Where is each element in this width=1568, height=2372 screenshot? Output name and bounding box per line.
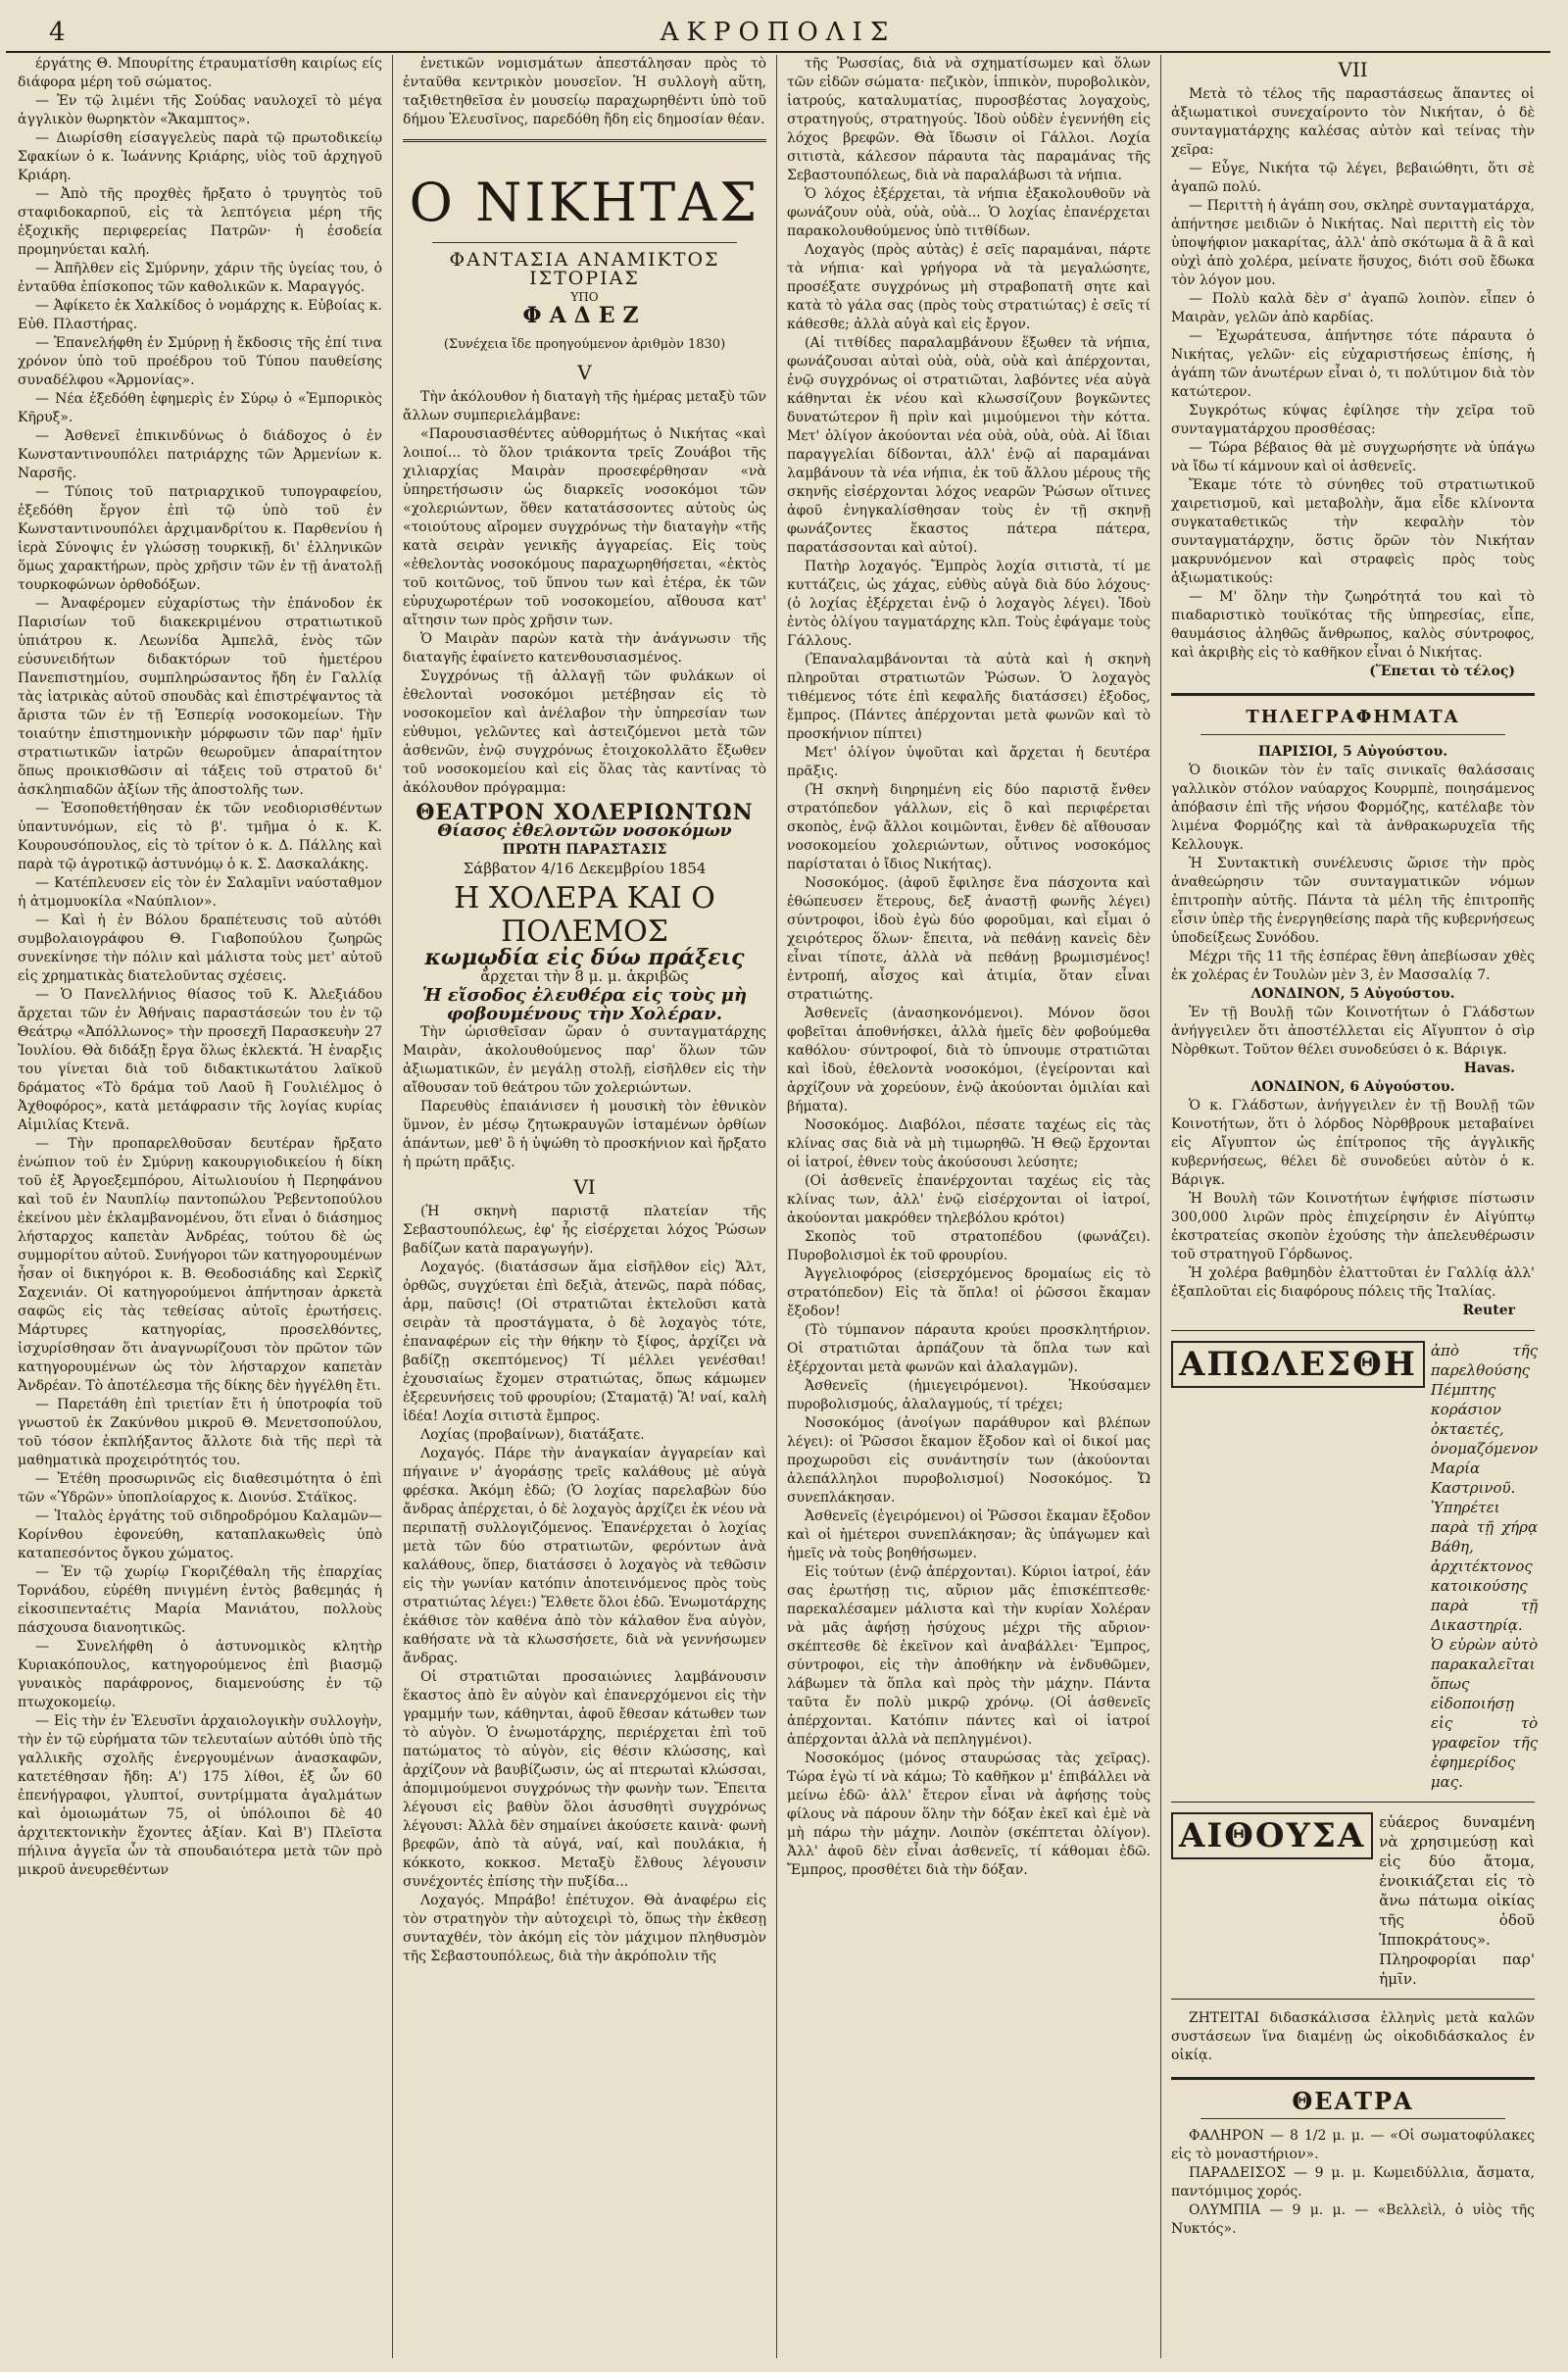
divider xyxy=(1171,1330,1535,1331)
page-number: 4 xyxy=(49,18,66,47)
telegram: Ὁ διοικῶν τὸν ἐν ταῖς σινικαῖς θαλάσσαις γαλλικὸν στόλον ναύαρχος Κουρμπὲ, ποιησάμενος ἀπόβασιν ἐπὶ τῆς νήσου Φορμόζης, κατέλαβε τὸν λιμένα Φορμόζης καὶ τὰ ἀνθρακωρυχεῖα τῆς Κελλουγκ. xyxy=(1171,763,1535,853)
to-be-continued: (Ἕπεται τὸ τέλος) xyxy=(1369,664,1515,679)
news-item: — Ἐτέθη προσωρινῶς εἰς διαθεσιμότητα ὁ ἐπὶ τῶν «Ὑδρῶν» ὑποπλοίαρχος κ. Διονύσ. Στάϊκος. xyxy=(18,1471,382,1506)
paragraph: Ἀσθενεῖς (ἀνασηκονόμενοι). Μόνον ὅσοι φοβεῖται ἀποθνήσκει, ἀλλὰ ἡμεῖς δὲν φοβούμεθα καθόλου· σύντροφοί, διὰ τὸ ὑπνουμε στρατιῶται καὶ ἰδοὺ, ἐθελοντὰ νοσοκόμοι, (ἐγείρονται καὶ ἀρχίζουν νὰ χορεύουν, ἐνῷ ἀκούονται ὁμιλίαι καὶ βήματα). xyxy=(787,1006,1151,1114)
paragraph: τῆς Ῥωσσίας, διὰ νὰ σχηματίσωμεν καὶ ὅλων τῶν εἰδῶν σώματα· πεζικὸν, ἱππικὸν, πυροβολικὸν, ἰατρούς, καταλυματίας, πυροσβέστας λογαχοὺς, στρατηγούς, στρατηγούς. Ἰδοὺ οὐδὲν ἐγεννήθη εἰς λόχος βρεφῶν. Θὰ ἴδωσιν οἱ Γάλλοι. Λοχία σιτιστὰ, κάλεσον πάραυτα τὰς παραμάνας τῆς Σεβαστουπόλεως, διὰ νὰ παραλάβωσι τὰ νήπια. xyxy=(787,56,1151,183)
news-item: — Καὶ ἡ ἐν Βόλου δραπέτευσις τοῦ αὐτόθι συμβολαιογράφου Θ. Γιαβοπούλου ζωηρῶς συνεκίνησε τὴν πόλιν καὶ μάλιστα τοὺς μετ' αὐτοῦ εἰς χρηματικὰς διατελοῦντας σχέσεις. xyxy=(18,913,382,984)
performance-date: Σάββατον 4/16 Δεκεμβρίου 1854 xyxy=(463,860,707,877)
news-item: — Ἀναφέρομεν εὐχαρίστως τὴν ἐπάνοδον ἐκ Παρισίων τοῦ διακεκριμένου στρατιωτικοῦ ὑπιάτρου κ. Λεωνίδα Ἀμπελᾶ, ἑνὸς τῶν εὐσυνειδήτων διδακτόρων τοῦ ἡμετέρου Πανεπιστημίου, συμπληρώσαντος ἤδη ἐν Γαλλίᾳ τὰς ἰατρικὰς αὐτοῦ σπουδὰς καὶ ἐπιστρέψαντος τὰ ἄριστα τῶν ἐν τῇ Ἑσπερίᾳ νοσοκομείων. Τὴν τοιαύτην ἐπιστημονικὴν μόρφωσιν τῶν παρ' ἡμῖν στρατιωτικῶν ἰατρῶν θεωροῦμεν ἀπαραίτητον ὅπως προικισθῶσιν αἱ τάξεις τοῦ στρατοῦ δι' ἀσκληπιαδῶν ἀξίων τῆς ἀποστολῆς των. xyxy=(18,596,382,798)
paragraph: Ἔκαμε τότε τὸ σύνηθες τοῦ στρατιωτικοῦ χαιρετισμοῦ, καὶ μεταβολὴν, ἅμα εἶδε κλίνοντα συγκαταθετικῶς τὴν κεφαλὴν τὸν συνταγματάρχην, ὅστις ὅρῶν τὸν Νικήταν μακρυνόμενον καὶ στραφεὶς πρὸς τοὺς ἀξιωματικούς: xyxy=(1171,477,1535,586)
paragraph: Ὁ λόχος ἐξέρχεται, τὰ νήπια ἐξακολουθοῦν νὰ φωνάζουν οὐὰ, οὐὰ, οὐὰ... Ὁ λοχίας ἐπανέρχεται παρακολουθούμενος ὑπὸ τιτθίδων. xyxy=(787,186,1151,239)
paragraph: Μετὰ τὸ τέλος τῆς παραστάσεως ἅπαντες οἱ ἀξιωματικοὶ συνεχαίροντο τὸν Νικήταν, ὁ δὲ συνταγματάρχης καλέσας αὐτὸν καὶ τείνας τὴν χεῖρα: xyxy=(1171,86,1535,158)
news-item: — Ἀπὸ τῆς προχθὲς ἤρξατο ὁ τρυγητὸς τοῦ σταφιδοκαρποῦ, εἰς τὰ λεπτόγεια μέρη τῆς ἐξοχικῆς περιφερείας Πατρῶν· ἡ ἐσοδεία προμηνύεται καλή. xyxy=(18,186,382,258)
paragraph: Νοσοκόμος. (ἀφοῦ ἔφιλησε ἕνα πάσχοντα καὶ ἐθώπευσεν ἕτερους, δεξ ἀναστῇ φωνῆς λέγει) σύντροφοι, ἰδοὺ ἐγὼ δύο φοροῦμαι, καὶ εἶμαι ὁ χειρότερος ὅλων· ἔπειτα, νὰ πεθάνῃ κανεὶς δὲν εἶναι τίποτε, ἀλλὰ νὰ πεθάνῃ βρωμισμένος! ἐντροπή, αἶσχος καὶ ἀτιμία, ὅταν εἶναι στρατιώτης. xyxy=(787,875,1151,1003)
ad-lost xyxy=(1171,1341,1539,1792)
news-item: — Εἰς τὴν ἐν Ἐλευσῖνι ἀρχαιολογικὴν συλλογὴν, τὴν ἐν τῷ εὑρήματα τῶν τελευταίων αὐτόθι ὑπὸ τῆς γαλλικῆς σχολῆς ἐνεργουμένων ἀνασκαφῶν, κατετέθησαν ἤδη: Α') 175 λίθοι, ἐξ ὧν 60 ἐπενήγραφοι, γλυπτοί, συντρίμματα ἀγαλμάτων καὶ ὁμοιωμάτων 75, οἱ ὑπόλοιποι δὲ 40 ἀρχιτεκτονικὴν ἔχοντες ἀξίαν. Καὶ Β') Πλεῖστα πήλινα ἀγγεῖα ὧν τὰ σπουδαιότερα μετὰ τῶν πρὸ μικροῦ ἀνευρεθέντων xyxy=(18,1713,382,1878)
agency-signature: Reuter xyxy=(1462,1303,1515,1318)
feuilleton-subtitle: ΦΑΝΤΑΣΙΑ ΑΝΑΜΙΚΤΟΣ ΙΣΤΟΡΙΑΣ xyxy=(449,249,720,289)
paragraph: ἐνετικῶν νομισμάτων ἀπεστάλησαν πρὸς τὸ ἐνταῦθα κεντρικὸν μουσεῖον. Ἡ συλλογὴ αὕτη, ταξιθετηθεῖσα ἐν μουσείῳ παραχωρηθέντι ὑπὸ τοῦ δήμου Ἐλευσῖνος, παρεδόθη ἤδη εἰς δημοσίαν θέαν. xyxy=(403,56,766,127)
paragraph: Λοχαγός. Μπράβο! ἐπέτυχον. Θὰ ἀναφέρω εἰς τὸν στρατηγὸν τὴν αὐτοχειρὶ τὸ, ὅπως τὴν ἐκθεσῃ συνταχθέν, τὸν ἀκόμη εἰς τὸν μάχιμον πληθυσμὸν τῆς Σεβαστουπόλεως, διὰ τὴν ἀκρόπολιν τῆς xyxy=(403,1893,766,1964)
play-subtitle: κωμῳδία εἰς δύω πράξεις xyxy=(424,945,745,970)
news-item: — Συνελήφθη ὁ ἀστυνομικὸς κλητὴρ Κυριακόπουλος, κατηγορούμενος ἐπὶ βιασμῷ γυναικὸς παράφρονος, διαμενούσης ἐν τῷ πτωχοκομείῳ. xyxy=(18,1639,382,1710)
chapter-heading: V xyxy=(577,361,592,384)
paragraph: Μετ' ὀλίγον ὑψοῦται καὶ ἄρχεται ἡ δευτέρα πρᾶξις. xyxy=(787,745,1151,779)
news-item: — Ἐσοποθετήθησαν ἐκ τῶν νεοδιορισθέντων ὑπαντυνόμων, εἰς τὸ β'. τμῆμα ὁ κ. Κ. Κουρουσόπουλος, εἰς τὸ τρίτον ὁ κ. Δ. Πάλλης καὶ παρὰ τῷ ἀγροτικῷ ἀστυνόμῳ ὁ κ. Σ. Δασκαλάκης. xyxy=(18,801,382,872)
paragraph: Ἀγγελιοφόρος (εἰσερχόμενος δρομαίως εἰς τὸ στρατόπεδον) Εἰς τὰ ὅπλα! οἱ ῥῶσσοι ἔκαμαν ἔξοδον! xyxy=(787,1266,1151,1319)
dateline: ΛΟΝΔΙΝΟΝ, 6 Αὐγούστου. xyxy=(1250,1079,1455,1095)
ad-wanted: ΖΗΤΕΙΤΑΙ διδασκάλισσα ἑλληνὶς μετὰ καλῶν συστάσεων ἵνα διαμένῃ ὡς οἰκοδιδάσκαλος ἐν οἰκίᾳ. xyxy=(1171,2010,1535,2063)
divider xyxy=(1200,2118,1505,2119)
theatre-listing: ΟΛΥΜΠΙΑ — 9 μ. μ. — «Βελλεὶλ, ὁ υἱὸς τῆς Νυκτός». xyxy=(1171,2202,1535,2237)
theatre-listing: ΠΑΡΑΔΕΙΣΟΣ — 9 μ. μ. Κωμειδύλλια, ἄσματα, παντόμιμος χορός. xyxy=(1171,2165,1535,2199)
telegram: Μέχρι τῆς 11 τῆς ἑσπέρας ἔθνη ἀπεβίωσαν χθὲς ἐκ χολέρας ἐν Τουλὼν μὲν 3, ἐν Μασσαλίᾳ 7. xyxy=(1171,949,1535,983)
divider xyxy=(1171,2077,1535,2080)
dateline: ΛΟΝΔΙΝΟΝ, 5 Αὐγούστου. xyxy=(1250,986,1455,1002)
news-item: — Ἐν τῷ χωρίῳ Γκοριζέθαλη τῆς ἐπαρχίας Τορνάδου, εὑρέθη πνιγμένη ἐντὸς βαθεμηάς ἡ εἰκοσιπενταέτις Μαρία Μανιάτου, πολλοὺς πάσχουσα διανοητικῶς. xyxy=(18,1564,382,1636)
divider xyxy=(403,139,766,142)
paragraph: Εἰς τούτων (ἐνῷ ἀπέρχονται). Κύριοι ἰατροί, ἐάν σας ἐρωτήσῃ τις, αὔριον μᾶς ἐπισκέπτεσθε· παρεκαλέσαμεν μάλιστα καὶ τὴν κυρίαν Χολέραν νὰ μᾶς ἀφήσῃ ἡσύχους μέχρι τῆς αὔριον· σκέπτεσθε δὲ ἐκεῖνον καὶ ἀναβάλλει· Ἔμπρος, σύντροφοι, εἰς τὴν ἀποθήκην νὰ ἐνδυθῶμεν, λάβωμεν τὰ ὅπλα καὶ πρὸς τὴν μάχην. Πάντα ταῦτα ἔν πολὺ μικρῷ χρόνῳ. (Οἱ ἀσθενεῖς ἀπέρχονται. Κατόπιν πάντες καὶ οἱ ἰατροί ἀπέρχονται ἀλλὰ νὰ πεπληγμένοι). xyxy=(787,1564,1151,1748)
news-item: έργάτης Θ. Μπουρίτης έτραυματίσθη καιρίως είς διάφορα μέρη τοῦ σώματος. xyxy=(18,56,382,90)
paragraph: (Τὸ τύμπανον πάραυτα κρούει προσκλητήριον. Οἱ στρατιῶται ἁρπάζουν τὰ ὅπλα των καὶ ἐξέρχονται μετὰ φωνῶν καὶ ἀλαλαγμῶν). xyxy=(787,1322,1151,1375)
telegram: Ἐν τῇ Βουλῇ τῶν Κοινοτήτων ὁ Γλάδστων ἀνήγγειλεν ὅτι ἀποστέλλεται εἰς Αἴγυπτον ὁ σὶρ Νὸρθκωτ. Τοῦτον θέλει συνοδεύσει ὁ κ. Βάριγκ. xyxy=(1171,1005,1535,1058)
play-entry: Ἡ εἴσοδος ἐλευθέρα εἰς τοὺς μὴ φοβουμένους τὴν Χολέραν. xyxy=(421,985,748,1024)
ad-room-heading: ΑΙΘΟΥΣΑ xyxy=(1171,1812,1373,1859)
ad-room-text: εὐάερος δυναμένη νὰ χρησιμεύσῃ καὶ εἰς δύο ἄτομα, ἐνοικιάζεται εἰς τὸ ἄνω πάτωμα οἰκίας τῆς ὁδοῦ Ἱπποκράτους». Πληροφορίαι παρ' ἡμῖν. xyxy=(1379,1813,1535,1988)
divider xyxy=(432,242,737,243)
news-item: — Παρετάθη ἐπὶ τριετίαν ἔτι ἡ ὑποτροφία τοῦ γνωστοῦ ἐκ Ζακύνθου μικροῦ Θ. Μενετσοπούλου, τοῦ τόσον ἐκπλήξαντος ἄλλοτε διὰ τῆς περὶ τὰ μαθηματικὰ προχειρότητός του. xyxy=(18,1397,382,1468)
paragraph: — Ἐχωράτευσα, ἀπήντησε τότε πάραυτα ὁ Νικήτας, γελῶν· εἰς εὐχαριστήσεως ἐπίσης, ἡ ἀγάπη τῶν ἀνωτέρων εἶναι ὁ, τι πολύτιμον διὰ τὸν κατώτερον. xyxy=(1171,328,1535,400)
ad-lost-text: ἀπὸ τῆς παρελθούσης Πέμπτης κοράσιον ὀκταετές, ὀνομαζόμενον Μαρία Καστρινοῦ. Ὑπηρέτει παρὰ τῇ χήρᾳ Βάθη, ἀρχιτέκτονος κατοικούσης παρὰ τῇ Δικαστηρίᾳ. Ὁ εὑρὼν αὐτὸ παρακαλεῖται ὅπως εἰδοποιήσῃ εἰς τὸ γραφεῖον τῆς ἐφημερίδος μας. xyxy=(1430,1342,1539,1791)
paragraph: Νοσοκόμος. Διαβόλοι, πέσατε ταχέως εἰς τὰς κλίνας σας διὰ νὰ μὴ τιμωρηθῶ. Ἡ Θεῷ ἔρχονται οἱ ἰατροί, ἐθνεν τοὺς ἀκούσουσι λεύσητε; xyxy=(787,1117,1151,1170)
column-feuilleton xyxy=(392,55,776,2358)
theatre-listing: ΦΑΛΗΡΟΝ — 8 1/2 μ. μ. — «Οἱ σωματοφύλακες εἰς τὸ μοναστήριον». xyxy=(1171,2128,1535,2162)
telegram: Ἡ Συντακτικὴ συνέλευσις ὥρισε τὴν πρὸς ἀναθεώρησιν τῶν συνταγματικῶν νόμων ἐπιτροπὴν αὐτῆς. Πάντα τὰ μέλη τῆς ἐπιτροπῆς εἶσιν ὑπὲρ τῆς ἐνεργηθείσης παρὰ τῆς κυβερνήσεως ὑποδείξεως Συνόδου. xyxy=(1171,856,1535,946)
paragraph: — Εὖγε, Νικήτα τῷ λέγει, βεβαιώθητι, ὅτι σὲ ἀγαπῶ πολύ. xyxy=(1171,161,1535,195)
paragraph: Νοσοκόμος (ἀνοίγων παράθυρον καὶ βλέπων λέγει): οἱ Ῥῶσσοι ἔκαμον ἔξοδον καὶ οἱ δικοί μας προχωροῦσι εἰς συνάντησίν των (ἀκούονται ἀλεπάλληλοι πυροβολισμοί) Νοσοκόμος. Ὤ συνεπλάκησαν. xyxy=(787,1415,1151,1506)
news-item: — Νέα ἐξεδόθη ἐφημερὶς ἐν Σύρῳ ὁ «Ἐμπορικὸς Κῆρυξ». xyxy=(18,391,382,425)
telegram: Ἡ χολέρα βαθμηδὸν ἐλαττοῦται ἐν Γαλλίᾳ ἀλλ' ἐξαπλοῦται εἰς διαφόρους πόλεις τῆς Ἰταλίας. xyxy=(1171,1265,1535,1300)
news-item: — Τύποις τοῦ πατριαρχικοῦ τυπογραφείου, ἐξεδόθη ἔργον ἐπὶ τῷ ὑπὸ τοῦ ἐν Κωνσταντινουπόλει ἀρχιμανδρίτου κ. Παρθενίου ἡ ἱερὰ Σύνοψις ἐν γλώσσῃ τουρκικῇ, δι' ἑλληνικῶν ὅμως χαρακτήρων, πρὸς χρῆσιν τῶν ἐν τῇ ἀνατολῇ τουρκοφώνων ὀρθοδόξων. xyxy=(18,484,382,593)
telegrams-heading: ΤΗΛΕΓΡΑΦΗΜΑΤΑ xyxy=(1246,707,1460,727)
paragraph: Λοχαγός. (διατάσσων ἅμα εἰσῆλθον εἰς) Ἄλτ, ὀρθῶς, συγχύεται ἐπὶ δεξιὰ, ἀτενῶς, παρὰ πόδας, ἀρμ, παῦσις! (Οἱ στρατιῶται ἐκτελοῦσι κατὰ σειρὰν τὰ προστάγματα, ὁ δὲ λοχαγὸς τότε, ἐπαναφέρων εἰς τὴν θήκην τὸ ξίφος, ἀρχίζει νὰ βαδίζῃ σκεπτόμενος) Τί μέλλει γενέσθαι! ἐχουσιαίως ἔχομεν στρατιώτας, ὅπως κάμωμεν ἐξερευνήσεις τοῦ φρουρίου; (Σταματᾷ) Ἂ! ναί, καλὴ ἰδέα! Λοχία σιτιστὰ ἔμπρος. xyxy=(403,1260,766,1424)
paragraph: (Ἡ σκηνὴ διηρημένη εἰς δύο παριστᾷ ἔνθεν στρατόπεδον γάλλων, εἰς ὃ καὶ περιφέρεται σκοπὸς, ἐνῷ ἄλλοι κοιμῶνται, ἔνθεν δὲ αἴθουσαν νοσοκομείου χολεριώντων, οὗτινος νοσοκόμος παρίσταται ὁ ἴδιος Νικήτας). xyxy=(787,782,1151,872)
paragraph: Συγχρόνως τῇ ἀλλαγῇ τῶν φυλάκων οἱ ἐθελονταὶ νοσοκόμοι μετέβησαν εἰς τὸ νοσοκομεῖον καὶ ἀνέλαβον τὴν ὑπηρεσίαν των εὐθυμοι, γελῶντες καὶ ἀστειζόμενοι μετὰ τῶν ἀσθενῶν, ἐνῷ συγχρόνως ἐτοιχοκολλᾶτο ἔξωθεν τοῦ νοσοκομείου καὶ εἰς ὅλας τὰς καντίνας τὸ ἀκόλουθον πρόγραμμα: xyxy=(403,668,766,796)
paragraph: «Παρουσιασθέντες αὐθορμήτως ὁ Νικήτας «καὶ λοιποί... τὸ ὅλον τριάκοντα τρεῖς Ζουάβοι τῆς χιλιαρχίας Μαιρὰν προσεφέρθησαν «νὰ ὑπηρετήσωσιν ὡς διαρκεῖς νοσοκόμοι τῶν «χολεριώντων, ὅθεν κατατάσσοντες αὐτοὺς ὡς «τοιούτους αἴρομεν συγχρόνως τὴν διαταγὴν «τῆς κατὰ σειρὰν γενικῆς ἀγγαρείας. Εἰς τοὺς «ἐθελοντὰς νοσοκόμους παραχωρηθήσεται, «ἐκτὸς τοῦ κοιτῶνος, τοῦ ὕπνου των καὶ ἑτέρα, ἐκ τῶν εὐρυχωροτέρων τοῦ νοσοκομείου, αἴθουσα κατ' αἴτησιν των πρὸς χρῆσιν των. xyxy=(403,426,766,628)
theatre-heading: ΘΕΑΤΡΟΝ ΧΟΛΕΡΙΩΝΤΩΝ xyxy=(416,800,754,825)
paragraph: (Αἱ τιτθίδες παραλαμβάνουν ἕξωθεν τὰ νήπια, φωνάζουσαι αὐταὶ οὐὰ, οὐὰ, οὐὰ καὶ ἀπέρχονται, ἐνῷ συγχρόνως οἱ στρατιῶται, λαβόντες νέα αὐγὰ κάθηνται ἐκ νέου καὶ κλωσσίζουν βογκῶντες δυνατώτερον ἢ πρὶν καὶ μιμούμενοι τὴν κόττα. Μετ' ὀλίγον ἀκούονται νέα οὐὰ, οὐὰ, οὐὰ. Αἱ ἴδιαι παραγγελίαι δίδονται, ἀλλ' ἐνῷ αἱ παραμάναι λαμβάνουν τὰ νέα νήπια, ἐκ τοῦ ἄλλου μέρους τῆς σκηνῆς εἰσέρχονται λόχος νεαρῶν Ῥώσων οἵτινες ἀφοῦ ἐνηγκαλίσθησαν τοὺς ἐν τῇ σκηνῇ φωνάζοντες ἕκαστος πάτερα πάτερα, παρατάσσονται καὶ αὐτοί). xyxy=(787,335,1151,556)
columns xyxy=(8,55,1550,2358)
paragraph: Ἀσθενεῖς (ἐγειρόμενοι) οἱ Ῥῶσσοι ἔκαμαν ἔξοδον καὶ οἱ ἡμέτεροι συνεπλάκησαν; ἂς ὑπάγωμεν καὶ ἡμεῖς νὰ τοὺς βοηθήσωμεν. xyxy=(787,1508,1151,1561)
paragraph: Νοσοκόμος (μόνος σταυρώσας τὰς χεῖρας). Τώρα ἐγὼ τί νὰ κάμω; Τὸ καθῆκον μ' ἐπιβάλλει νὰ μείνω ἐδῶ· ἀλλ' ἔτερον εἶναι νὰ ἀφήσῃς τοὺς φίλους νὰ πάρουν ὅλην τὴν δόξαν ἐκεῖ καὶ ἐμὲ νὰ μὴ πάρω τὴν μάχην. Λοιπὸν (σκέπτεται ὀλίγον). Ἀλλ' ἀφοῦ δὲν εἶναι ἀσθενεῖς, τί κάθομαι ἐδῶ. Ἔμπρος, προσθέτει διὰ τὴν δόξαν. xyxy=(787,1751,1151,1878)
paragraph: Οἱ στρατιῶται προσαιώνιες λαμβάνουσιν ἕκαστος ἀπὸ ἓν αὐγὸν καὶ ἐπανερχόμενοι εἰς τὴν γραμμήν των, κάθηνται, ἀφοῦ ἔθεσαν κάτωθεν των τὸ αὐγὸν. Ὁ ἑνωμοτάρχης, περιέρχεται ἐπὶ τοῦ πατώματος τὸ αὐγὸν, εἰς θέσιν κλώσσης, καὶ ἀρχίζουν νὰ βαυβίζωσιν, ὡς αἱ πτερωταὶ κλώσσαι, ἀπομιμούμενοι συγχρόνως τὴν φωνὴν των. Ἔπειτα λέγουσι εἰς βαθὺν ὅλοι ἀσυσθητὶ συγχρόνως λέγουσι: Ἀλλὰ δὲν σημαίνει ἀκούσετε καινὰ· φωνὴ βρεφῶν, ἀπὸ τὰ αὐγά, ναί, καὶ πουλάκια, ἡ κόκκοτο, κοκκοσ. Μεταξὺ ἔλθους λέγουσιν συνέχοντές ἐπίσης τὴν πυξίδα... xyxy=(403,1669,766,1890)
divider xyxy=(1171,1802,1535,1803)
theatre-subheading: Θίασος ἐθελοντῶν νοσοκόμων xyxy=(437,821,732,841)
dateline: ΠΑΡΙΣΙΟΙ, 5 Αὐγούστου. xyxy=(1257,744,1448,760)
paragraph: Ἀσθενεῖς (ἡμιεγειρόμενοι). Ἠκούσαμεν πυροβολισμούς, ἀλαλαγμούς, τί τρέχει; xyxy=(787,1378,1151,1412)
news-item: — Ὁ Πανελλήνιος θίασος τοῦ Κ. Ἀλεξιάδου ἄρχεται τῶν ἐν Ἀθήναις παραστάσεών του ἐν τῷ Θεάτρῳ «Ἀπόλλωνος» τὴν προσεχῆ Παρασκευὴν 27 Ἰουλίου. Θὰ διδάξῃ ἔργα ὅλως ἐκλεκτά. Ἡ ἐναρξις του γίνεται διὰ τοῦ διδακτικωτάτου λαϊκοῦ δράματος «Τὸ δράμα τοῦ Λαοῦ ἢ Γουλιέλμος ὁ Ἀχθοφόρος», κατὰ μετάφρασιν τῆς λογίας κυρίας Αἰμιλίας Κτενᾶ. xyxy=(18,987,382,1133)
continuation-note: (Συνέχεια ἴδε προηγούμενον ἀριθμὸν 1830) xyxy=(443,337,726,352)
divider xyxy=(1171,693,1535,696)
column-news xyxy=(8,55,392,2358)
news-item: — Τὴν προπαρελθοῦσαν δευτέραν ἤρξατο ἐνώπιον τοῦ ἐν Σμύρνῃ κακουργιοδικείου ἡ δίκη τοῦ ἐξ Ἀργοεξεμπόρου, Αἰτωλιουίου ἡ Περηφάνου καὶ τοῦ ἐν Ναυπλίῳ παντοπώλου Ῥεβεντοπούλου ἐκείνου μὲν ἐκλαμβανομένου, ὅτι εἶναι ὁ διάσημος λήσταρχος καπετὰν Ἀνδρέας, τούτου δὲ ὡς συμμορίτου αὐτοῦ. Συνήγοροι τῶν κατηγορουμένων ἦσαν οἱ δικηγόροι κ. Β. Θεοδοσιάδης καὶ Σερκὶζ Σαχενιάν. Οἱ κατηγορούμενοι ἀπήντησαν ἀρκετὰ σαφῶς εἰς τὰς τεθείσας αὐτοῖς ἐρωτήσεις. Μάρτυρες κατηγορίας, προσελθόντες, ἰσχυρίσθησαν ὅτι ἀναγνωρίζουσι τὸν πρῶτον τῶν κατηγορουμένων ὡς τὸν λήσταρχον καπετὰν Ἀνδρέαν. Τὸ ἀποτέλεσμα τῆς δίκης δὲν ἠγγέλθη ἔτι. xyxy=(18,1136,382,1394)
paragraph: (Ἐπαναλαμβάνονται τὰ αὐτὰ καὶ ἡ σκηνὴ πληροῦται στρατιωτῶν Ῥώσων. Ὁ λοχαγὸς τιθέμενος τότε ἐπὶ κεφαλῆς διατάσσει) ἐξοδος, ἔμπρος. (Πάντες ἀπέρχονται μετὰ φωνῶν καὶ τὸ προσκήνιον πίπτει) xyxy=(787,652,1151,742)
agency-signature: Havas. xyxy=(1463,1061,1515,1076)
paragraph: Ὁ Μαιρὰν παρὼν κατὰ τὴν ἀνάγνωσιν τῆς διαταγῆς ἐφαίνετο κατενθουσιασμένος. xyxy=(403,631,766,666)
paragraph: Πατὴρ λοχαγός. Ἔμπρὸς λοχία σιτιστὰ, τί με κυττάζεις, ὡς χάχας, εὐθὺς αὐγὰ διὰ δύο λόχους· (ὁ λοχίας ἐξέρχεται ἐνῷ ὁ λοχαγὸς λέγει). Ἰδοὺ ἐντὸς ὀλίγου ταγματάρχης κλπ. Τοὺς ἐφάγαμε τοὺς Γάλλους. xyxy=(787,559,1151,649)
column-telegrams-ads xyxy=(1160,55,1544,2358)
paragraph: Λοχαγός. Πάρε τὴν ἀναγκαίαν ἀγγαρείαν καὶ πήγαινε ν' ἀγοράσῃς τρεῖς καλάθους μὲ αὐγὰ φρέσκα. Ἀκόμη ἐδῶ; (Ὁ λοχίας παρελαβὼν δύο ἄνδρας ἀπέρχεται, ὁ δὲ λοχαγὸς ἀρχίζει ἐκ νέου νὰ περιπατῇ συλλογιζόμενος. Ἐπανέρχεται ὁ λοχίας μετὰ τῶν δύο στρατιωτῶν, φερόντων ἀνὰ καλάθους, ὅπερ, διατάσσει ὁ λοχαγὸς νὰ τεθῶσιν εἰς τὴν γωνίαν κατόπιν ἀποτεινόμενος πρὸς τοὺς στρατιώτας λέγει:) Ἔλθετε ὅλοι ἐδῶ. Ἑνωμοτάρχης ἐκάθισε τὸν καθένα ἀπὸ τὸν κάλαθον ἕνα αὐγὸν, καθήσατε νὰ τὰ κλωσσήσετε, διὰ νὰ γεννήσωμεν ἄνδρας. xyxy=(403,1446,766,1666)
author-name: ΦΑΔΕΖ xyxy=(522,303,647,328)
paragraph: — Περιττὴ ἡ ἀγάπη σου, σκληρὲ συνταγματάρχα, ἀπήντησε μειδιῶν ὁ Νικήτας. Ναὶ περιττὴ εἰς τὸν ὑποψήφιον μακαρίτας, ἀλλ' ἀπὸ σκότωμα ἂ ἂ ἂ καὶ οὐχὶ ἀπὸ χολέρα, μείνατε ἥσυχος, διότι σοῦ ἔδωκα τὸν λόγον μου. xyxy=(1171,198,1535,288)
paragraph: — Τώρα βέβαιος θὰ μὲ συγχωρήσητε νὰ ὑπάγω νὰ ἴδω τί κάμνουν καὶ οἱ ἀσθενεῖς. xyxy=(1171,440,1535,474)
paragraph: Τὴν ἀκόλουθον ἡ διαταγὴ τῆς ἡμέρας μεταξὺ τῶν ἄλλων συμπεριελάμβανε: xyxy=(403,389,766,423)
ad-lost-heading: ΑΠΩΛΕΣΘΗ xyxy=(1171,1341,1425,1388)
paragraph: Συγκρότως κύψας ἐφίλησε τὴν χεῖρα τοῦ συνταγματάρχου προσθέσας: xyxy=(1171,403,1535,437)
news-item: — Ἀπῆλθεν εἰς Σμύρνην, χάριν τῆς ὑγείας του, ὁ ἐνταῦθα ἐπίσκοπος τῶν καθολικῶν κ. Μαραγγός. xyxy=(18,261,382,295)
ad-room xyxy=(1171,1812,1535,1989)
by-label: ΥΠΟ xyxy=(570,290,599,304)
play-title: Η ΧΟΛΕΡΑ ΚΑΙ Ο ΠΟΛΕΜΟΣ xyxy=(454,881,715,949)
newspaper-title: ΑΚΡΟΠΟΛΙΣ xyxy=(660,18,897,47)
news-item: — Ἀσθενεῖ ἐπικινδύνως ὁ διάδοχος ὁ ἐν Κωνσταντινουπόλει πατριάρχης τῶν Ἀρμενίων κ. Ναρσῆς. xyxy=(18,428,382,481)
paragraph: Λοχαγὸς (πρὸς αὐτὰς) ἐ σεῖς παραμάναι, πάρτε τὰ νήπια· καὶ γρήγορα νὰ τὰ μεγαλώσητε, προσέξατε συγχρόνως μὴ στραβοπατῆ σητε καὶ κατὰ τὸ γάλα σας (πρὸς τοὺς στρατιώτας) ἐ σεῖς τί κάθεσθε; ἀλλὰ αὐγὰ καὶ εἰς ἔργον. xyxy=(787,242,1151,332)
paragraph: Σκοπὸς τοῦ στρατοπέδου (φωνάζει). Πυροβολισμοὶ ἐκ τοῦ φρουρίου. xyxy=(787,1229,1151,1263)
divider xyxy=(1171,1999,1535,2000)
paragraph: Παρευθὺς ἐπαιάνισεν ἡ μουσικὴ τὸν ἐθνικὸν ὕμνον, ἐν μέσῳ ζητωκραυγῶν ἰσταμένων ὀρθίων ἁπάντων, μεθ' ὃ ἡ ὑψώθη τὸ προσκήνιον καὶ ἤρξατο ἡ πρώτη πρᾶξις. xyxy=(403,1099,766,1170)
masthead xyxy=(6,8,1550,53)
paragraph: (Ἡ σκηνὴ παριστᾷ πλατείαν τῆς Σεβαστουπόλεως, ἐφ' ἧς εἰσέρχεται λόχος Ῥώσων βαδίζων κατὰ παραγωγήν). xyxy=(403,1204,766,1257)
divider xyxy=(1200,734,1505,735)
news-item: — Ἐπανελήφθη ἐν Σμύρνῃ ἡ ἔκδοσις τῆς ἐπί τινα χρόνον ὑπὸ τοῦ προέδρου τοῦ Τύπου παυθείσης συναδέλφου «Ἁρμονίας». xyxy=(18,335,382,388)
paragraph: (Οἱ ἀσθενεῖς ἐπανέρχονται ταχέως εἰς τὰς κλίνας των, ἀλλ' ἐνῷ εἰσέρχονται οἱ ἰατροί, ἀκούονται μακρόθεν τηλεβόλου κρότοι) xyxy=(787,1173,1151,1226)
paragraph: Λοχίας (προβαίνων), διατάξατε. xyxy=(420,1427,645,1443)
news-item: — Ἰταλὸς ἐργάτης τοῦ σιδηροδρόμου Καλαμῶν—Κορίνθου ἐφονεύθη, καταπλακωθεὶς ὑπὸ καταπεσόντος ὄγκου χώματος. xyxy=(18,1508,382,1561)
chapter-heading: VII xyxy=(1338,58,1368,81)
chapter-heading: VI xyxy=(573,1175,596,1199)
news-item: — Κατέπλευσεν εἰς τὸν ἐν Σαλαμῖνι ναύσταθμον ἡ ἀτμομυοκίλα «Ναύπλιον». xyxy=(18,875,382,910)
telegram: Ὁ κ. Γλάδστων, ἀνήγγειλεν ἐν τῇ Βουλῇ τῶν Κοινοτήτων, ὅτι ὁ λόρδος Νὸρθβρουκ μεταβαίνει εἰς Αἴγυπτον ὡς ἐπίτροπος τῆς ἀγγλικῆς κυβερνήσεως, θέλει δὲ συνοδεύει αὐτὸν ὁ κ. Βάριγκ. xyxy=(1171,1098,1535,1188)
column-feuilleton-cont xyxy=(776,55,1160,2358)
paragraph: Τὴν ὡρισθεῖσαν ὥραν ὁ συνταγματάρχης Μαιρὰν, ἀκολουθούμενος παρ' ὅλων τῶν ἀξιωματικῶν, ἐν μεγάλῃ στολῇ, εἰσῆλθεν εἰς τὴν αἴθουσαν τοῦ θεάτρου τῶν χολεριώντων. xyxy=(403,1024,766,1096)
feuilleton-title: Ο ΝΙΚΗΤΑΣ xyxy=(409,172,760,233)
news-item: — Ἐν τῷ λιμένι τῆς Σούδας ναυλοχεῖ τὸ μέγα ἀγγλικὸν θωρηκτὸν «Ἄκαμπτος». xyxy=(18,93,382,127)
telegram: Ἡ Βουλὴ τῶν Κοινοτήτων ἐψήφισε πίστωσιν 300,000 λιρῶν πρὸς ἐπιχείρησιν ἐν Αἰγύπτῳ ἐκστρατείας σκοπὸν ἐχούσης τὴν ἀπελευθέρωσιν τοῦ στρατηγοῦ Γόρδωνος. xyxy=(1171,1191,1535,1262)
news-item: — Διωρίσθη είσαγγελεὺς παρὰ τῷ πρωτοδικείῳ Σφακίων ὁ κ. Ἰωάννης Κριάρης, υἱὸς τοῦ ἀρχηγοῦ Κριάρη. xyxy=(18,130,382,183)
news-item: — Ἀφίκετο ἐκ Χαλκίδος ὁ νομάρχης κ. Εὐβοίας κ. Εὐθ. Πλαστήρας. xyxy=(18,298,382,332)
play-start: ἄρχεται τὴν 8 μ. μ. ἀκριβῶς xyxy=(480,967,689,985)
theatres-heading: ΘΕΑΤΡΑ xyxy=(1292,2087,1414,2115)
paragraph: — Μ' ὅλην τὴν ζωηρότητά του καὶ τὸ πιαδαριστικὸ τουϊκότας τῆς ὑπηρεσίας, εἶπε, θαυμάσιος ἀληθῶς ἄνθρωπος, καλὸς σύντροφος, καὶ ἀκριβὴς εἰς τὸ καθῆκον εἶναι ὁ Νικήτας. xyxy=(1171,589,1535,661)
paragraph: — Πολὺ καλὰ δὲν σ' ἀγαπῶ λοιπὸν. εἶπεν ὁ Μαιρὰν, γελῶν ἀπὸ καρδίας. xyxy=(1171,291,1535,325)
first-performance: ΠΡΩΤΗ ΠΑΡΑΣΤΑΣΙΣ xyxy=(502,842,667,858)
